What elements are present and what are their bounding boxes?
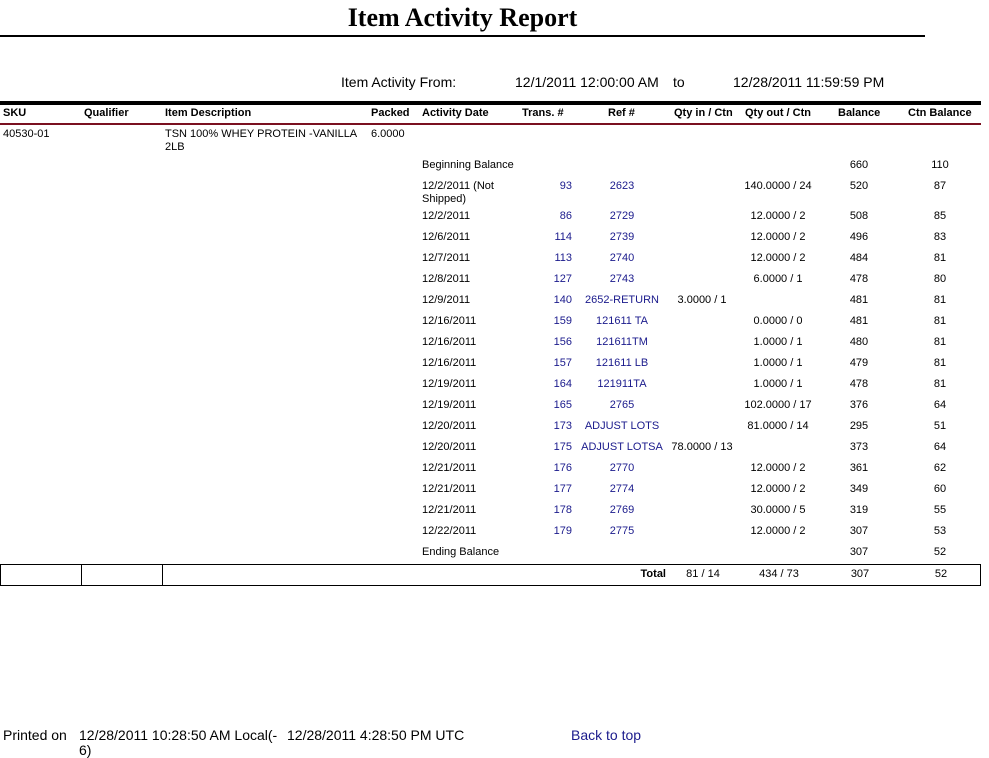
row-trans-link[interactable]: 86 xyxy=(559,210,572,222)
row-ctn-balance: 81 xyxy=(933,294,947,306)
totals-balance: 307 xyxy=(850,568,870,580)
beginning-balance: 660 xyxy=(849,159,869,171)
printed-local-time-line2: 6) xyxy=(79,742,92,758)
row-ref-link[interactable]: 2770 xyxy=(609,462,635,474)
row-trans-link[interactable]: 178 xyxy=(553,504,572,516)
row-qty-out: 1.0000 / 1 xyxy=(753,336,803,348)
col-ref: Ref # xyxy=(608,107,635,119)
totals-divider xyxy=(162,565,163,585)
row-activity-date: 12/22/2011 xyxy=(422,525,477,537)
row-balance: 376 xyxy=(849,399,869,411)
row-trans-link[interactable]: 176 xyxy=(553,462,572,474)
row-qty-out: 140.0000 / 24 xyxy=(744,180,812,192)
title-rule xyxy=(0,35,925,37)
ending-balance: 307 xyxy=(849,546,869,558)
col-trans: Trans. # xyxy=(522,107,564,119)
row-trans-link[interactable]: 140 xyxy=(553,294,572,306)
range-label: Item Activity From: xyxy=(341,74,457,90)
row-qty-out: 12.0000 / 2 xyxy=(750,231,806,243)
row-qty-out: 12.0000 / 2 xyxy=(750,210,806,222)
row-trans-link[interactable]: 175 xyxy=(553,441,572,453)
row-ctn-balance: 55 xyxy=(933,504,947,516)
row-qty-out: 12.0000 / 2 xyxy=(750,483,806,495)
ending-ctn-balance: 52 xyxy=(933,546,947,558)
row-activity-date: 12/16/2011 xyxy=(422,336,477,348)
header-underline xyxy=(0,123,981,125)
row-ref-link[interactable]: 2769 xyxy=(609,504,635,516)
row-balance: 480 xyxy=(849,336,869,348)
row-ctn-balance: 64 xyxy=(933,399,947,411)
header-rule xyxy=(0,101,981,105)
row-qty-out: 30.0000 / 5 xyxy=(750,504,806,516)
row-trans-link[interactable]: 179 xyxy=(553,525,572,537)
row-ctn-balance: 60 xyxy=(933,483,947,495)
item-description: TSN 100% WHEY PROTEIN -VANILLA xyxy=(165,128,358,140)
range-to-label: to xyxy=(673,74,685,90)
row-activity-date: 12/2/2011 (Not xyxy=(422,180,494,192)
col-ctn-balance: Ctn Balance xyxy=(908,107,972,119)
row-activity-date: 12/20/2011 xyxy=(422,420,477,432)
row-ref-link[interactable]: 121611 TA xyxy=(596,315,648,327)
row-activity-date: 12/21/2011 xyxy=(422,462,477,474)
row-qty-out: 12.0000 / 2 xyxy=(750,525,806,537)
row-qty-out: 0.0000 / 0 xyxy=(753,315,803,327)
row-ctn-balance: 53 xyxy=(933,525,947,537)
row-balance: 295 xyxy=(849,420,869,432)
row-balance: 319 xyxy=(849,504,869,516)
printed-on-label: Printed on xyxy=(3,727,67,743)
range-to: 12/28/2011 11:59:59 PM xyxy=(733,74,885,90)
row-activity-date: 12/2/2011 xyxy=(422,210,471,222)
col-balance: Balance xyxy=(838,107,881,119)
ending-balance-label: Ending Balance xyxy=(422,546,500,558)
row-balance: 361 xyxy=(849,462,869,474)
row-trans-link[interactable]: 156 xyxy=(553,336,572,348)
row-qty-in: 3.0000 / 1 xyxy=(677,294,727,306)
row-activity-date: 12/16/2011 xyxy=(422,357,477,369)
row-activity-date-line2: Shipped) xyxy=(422,193,467,205)
row-ref-link[interactable]: 2774 xyxy=(609,483,635,495)
row-ctn-balance: 85 xyxy=(933,210,947,222)
row-ref-link[interactable]: ADJUST LOTS xyxy=(584,420,660,432)
col-qualifier: Qualifier xyxy=(84,107,129,119)
row-ctn-balance: 81 xyxy=(933,252,947,264)
row-ref-link[interactable]: 2775 xyxy=(609,525,635,537)
row-activity-date: 12/19/2011 xyxy=(422,399,477,411)
col-description: Item Description xyxy=(165,107,252,119)
row-trans-link[interactable]: 157 xyxy=(553,357,572,369)
col-activity-date: Activity Date xyxy=(422,107,489,119)
row-activity-date: 12/21/2011 xyxy=(422,504,477,516)
col-sku: SKU xyxy=(3,107,27,119)
row-ref-link[interactable]: 2739 xyxy=(609,231,635,243)
row-ctn-balance: 81 xyxy=(933,378,947,390)
range-from: 12/1/2011 12:00:00 AM xyxy=(515,74,659,90)
row-trans-link[interactable]: 93 xyxy=(559,180,572,192)
totals-row xyxy=(0,564,981,586)
item-description-line2: 2LB xyxy=(165,141,185,153)
row-balance: 478 xyxy=(849,273,869,285)
row-trans-link[interactable]: 159 xyxy=(553,315,572,327)
row-ctn-balance: 62 xyxy=(933,462,947,474)
row-balance: 520 xyxy=(849,180,869,192)
row-activity-date: 12/6/2011 xyxy=(422,231,471,243)
row-qty-out: 1.0000 / 1 xyxy=(753,378,803,390)
row-ctn-balance: 80 xyxy=(933,273,947,285)
row-trans-link[interactable]: 164 xyxy=(553,378,572,390)
totals-label: Total xyxy=(640,568,666,580)
row-qty-in: 78.0000 / 13 xyxy=(671,441,733,453)
row-balance: 479 xyxy=(849,357,869,369)
row-ref-link[interactable]: 2652-RETURN xyxy=(585,294,659,306)
totals-qty-out: 434 / 73 xyxy=(759,568,799,580)
row-ref-link[interactable]: 121911TA xyxy=(597,378,647,390)
row-ctn-balance: 51 xyxy=(933,420,947,432)
row-trans-link[interactable]: 173 xyxy=(553,420,572,432)
row-activity-date: 12/9/2011 xyxy=(422,294,471,306)
row-activity-date: 12/8/2011 xyxy=(422,273,471,285)
col-packed: Packed xyxy=(371,107,410,119)
row-qty-out: 81.0000 / 14 xyxy=(747,420,809,432)
col-qty-in: Qty in / Ctn xyxy=(674,107,733,119)
row-trans-link[interactable]: 177 xyxy=(553,483,572,495)
row-qty-out: 12.0000 / 2 xyxy=(750,252,806,264)
row-ref-link[interactable]: 2740 xyxy=(609,252,635,264)
row-ref-link[interactable]: 121611TM xyxy=(596,336,648,348)
item-packed: 6.0000 xyxy=(371,128,405,140)
printed-utc-time: 12/28/2011 4:28:50 PM UTC xyxy=(287,727,465,743)
back-to-top-link[interactable]: Back to top xyxy=(571,727,642,743)
row-ref-link[interactable]: 121611 LB xyxy=(595,357,649,369)
row-balance: 307 xyxy=(849,525,869,537)
row-ctn-balance: 81 xyxy=(933,336,947,348)
row-activity-date: 12/21/2011 xyxy=(422,483,477,495)
totals-ctn-balance: 52 xyxy=(934,568,948,580)
beginning-balance-label: Beginning Balance xyxy=(422,159,514,171)
row-trans-link[interactable]: 127 xyxy=(553,273,572,285)
report-title: Item Activity Report xyxy=(347,3,578,32)
col-qty-out: Qty out / Ctn xyxy=(745,107,811,119)
row-qty-out: 1.0000 / 1 xyxy=(753,357,803,369)
row-balance: 496 xyxy=(849,231,869,243)
row-ctn-balance: 81 xyxy=(933,357,947,369)
row-activity-date: 12/19/2011 xyxy=(422,378,477,390)
totals-divider xyxy=(81,565,82,585)
row-balance: 481 xyxy=(849,315,869,327)
row-balance: 508 xyxy=(849,210,869,222)
row-trans-link[interactable]: 114 xyxy=(554,231,572,243)
row-balance: 349 xyxy=(849,483,869,495)
row-balance: 484 xyxy=(849,252,869,264)
row-activity-date: 12/16/2011 xyxy=(422,315,477,327)
row-activity-date: 12/20/2011 xyxy=(422,441,477,453)
printed-local-time: 12/28/2011 10:28:50 AM Local(- xyxy=(79,727,278,743)
row-trans-link[interactable]: 165 xyxy=(553,399,572,411)
row-balance: 481 xyxy=(849,294,869,306)
row-ref-link[interactable]: 2743 xyxy=(609,273,635,285)
row-ref-link[interactable]: ADJUST LOTSA xyxy=(581,441,663,453)
item-sku: 40530-01 xyxy=(3,128,50,140)
row-trans-link[interactable]: 113 xyxy=(554,252,572,264)
row-ctn-balance: 81 xyxy=(933,315,947,327)
row-ctn-balance: 83 xyxy=(933,231,947,243)
beginning-ctn-balance: 110 xyxy=(931,159,949,171)
row-ref-link[interactable]: 2765 xyxy=(609,399,635,411)
row-ref-link[interactable]: 2623 xyxy=(609,180,635,192)
row-qty-out: 6.0000 / 1 xyxy=(753,273,803,285)
row-qty-out: 12.0000 / 2 xyxy=(750,462,806,474)
row-balance: 478 xyxy=(849,378,869,390)
row-ref-link[interactable]: 2729 xyxy=(609,210,635,222)
row-qty-out: 102.0000 / 17 xyxy=(744,399,812,411)
row-ctn-balance: 64 xyxy=(933,441,947,453)
row-balance: 373 xyxy=(849,441,869,453)
row-activity-date: 12/7/2011 xyxy=(422,252,471,264)
row-ctn-balance: 87 xyxy=(933,180,947,192)
totals-qty-in: 81 / 14 xyxy=(686,568,720,580)
